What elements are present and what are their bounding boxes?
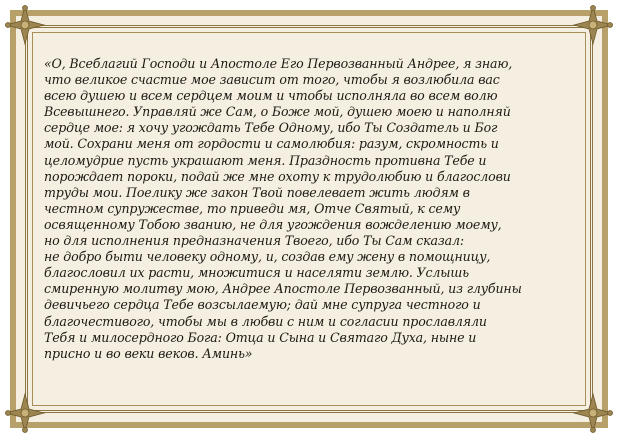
- prayer-line: «О, Всеблагий Господи и Апостоле Его Первозванный Андрее, я знаю,: [44, 56, 513, 71]
- prayer-line: труды мои. Поелику же закон Твой повелевает жить людям в: [44, 184, 470, 200]
- prayer-line: всею душею и всем сердцем моим и чтобы исполняла во всем волю: [44, 88, 498, 104]
- ornate-corner-icon: [2, 390, 48, 436]
- prayer-line: Всевышнего. Управляй же Сам, о Боже мой, душею моею и наполняй: [44, 104, 511, 120]
- ornate-corner-icon: [570, 390, 616, 436]
- ornate-corner-icon: [2, 2, 48, 48]
- prayer-line: благочестивого, чтобы мы в любви с ним и согласии прославляли: [44, 313, 487, 329]
- prayer-line: целомудрие пусть украшают меня. Праздность противна Тебе и: [44, 152, 487, 168]
- prayer-line: присно и во веки веков. Аминь»: [44, 345, 253, 361]
- prayer-text: [44, 56, 584, 362]
- prayer-line: не добро быти человеку одному, и, создав ему жену в помощницу,: [44, 249, 491, 265]
- prayer-line: честном супружестве, то приведи мя, Отче Святый, к сему: [44, 200, 461, 216]
- prayer-line: освященному Тобою званию, не для угождения вожделению моему,: [44, 216, 502, 232]
- prayer-line: благословил их расти, множитися и населяти землю. Услышь: [44, 265, 469, 281]
- prayer-line: что великое счастие мое зависит от того, чтобы я возлюбила вас: [44, 72, 500, 88]
- prayer-line: смиренную молитву мою, Андрее Апостоле Первозванный, из глубины: [44, 281, 522, 297]
- prayer-line: мой. Сохрани меня от гордости и самолюбия: разум, скромность и: [44, 136, 499, 152]
- prayer-line: девичьего сердца Тебе возсылаемую; дай мне супруга честного и: [44, 297, 481, 313]
- prayer-line: но для исполнения предназначения Твоего, ибо Ты Сам сказал:: [44, 233, 464, 249]
- prayer-line: порождает пороки, подай же мне охоту к трудолюбию и благослови: [44, 168, 511, 184]
- prayer-line: сердце мое: я хочу угождать Тебе Одному, ибо Ты Создатель и Бог: [44, 120, 498, 136]
- prayer-line: Тебя и милосердного Бога: Отца и Сына и Святаго Духа, ныне и: [44, 329, 477, 345]
- ornate-corner-icon: [570, 2, 616, 48]
